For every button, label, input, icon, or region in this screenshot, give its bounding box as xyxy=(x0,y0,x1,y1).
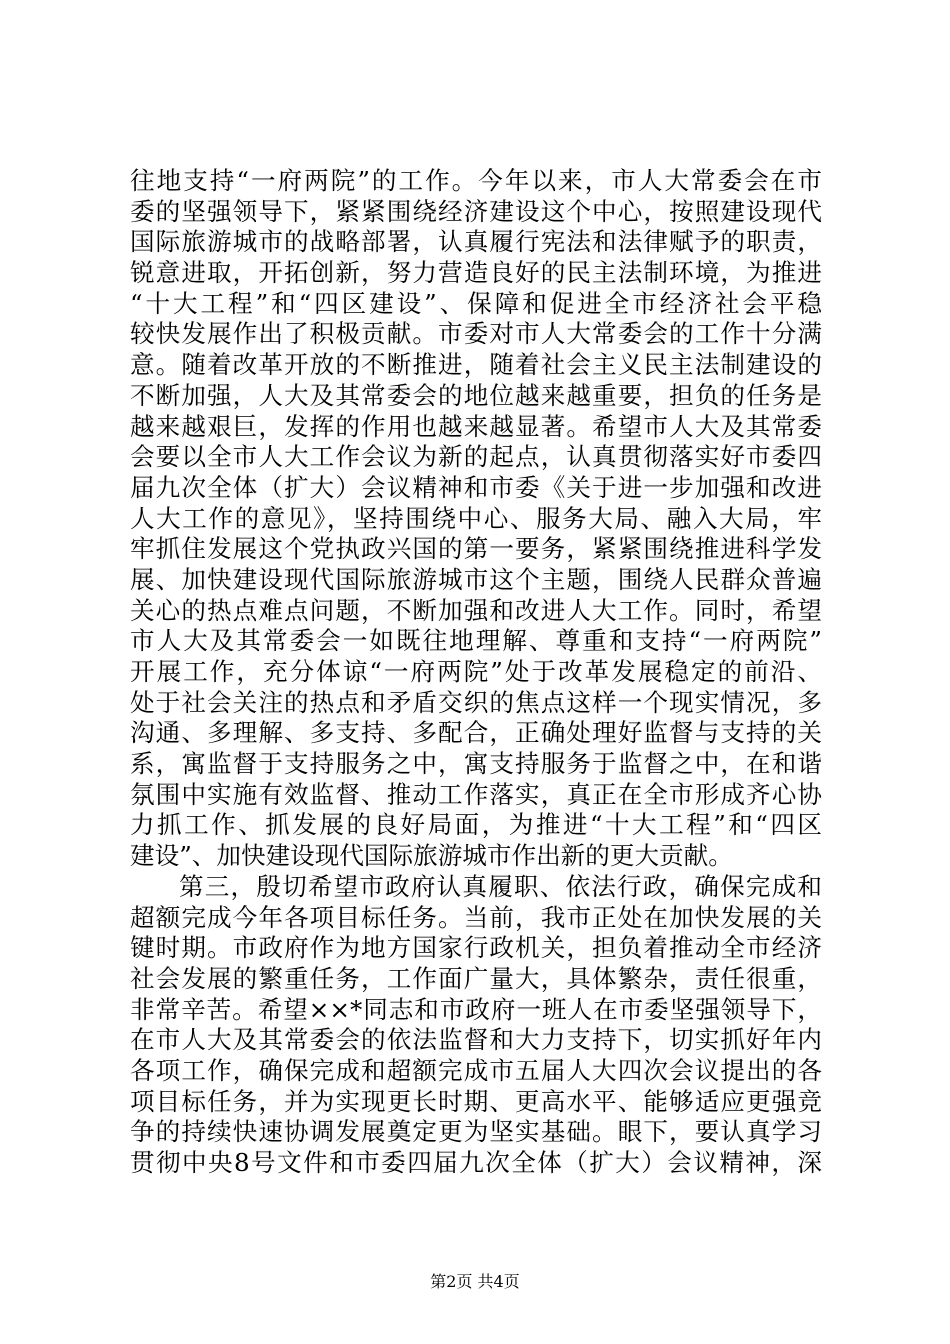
text-line: 往地支持“一府两院”的工作。今年以来，市人大常委会在市 xyxy=(130,166,822,195)
text-line: 力抓工作、抓发展的良好局面，为推进“十大工程”和“四区 xyxy=(130,810,822,840)
text-line: 贯彻中央8号文件和市委四届九次全体（扩大）会议精神，深 xyxy=(130,1148,822,1177)
text-line: 国际旅游城市的战略部署，认真履行宪法和法律赋予的职责， xyxy=(130,227,822,257)
text-line: 项目标任务，并为实现更长时期、更高水平、能够适应更强竞 xyxy=(130,1086,822,1116)
page-number-footer: 第2页 共4页 xyxy=(430,1272,520,1291)
text-line: 第三，殷切希望市政府认真履职、依法行政，确保完成和 xyxy=(179,871,822,901)
text-line: 越来越艰巨，发挥的作用也越来越显著。希望市人大及其常委 xyxy=(130,411,822,441)
text-line: 建设”、加快建设现代国际旅游城市作出新的更大贡献。 xyxy=(130,841,733,871)
text-line: 牢抓住发展这个党执政兴国的第一要务，紧紧围绕推进科学发 xyxy=(130,534,822,564)
text-line: 人大工作的意见》，坚持围绕中心、服务大局、融入大局，牢 xyxy=(130,503,822,533)
text-line: 较快发展作出了积极贡献。市委对市人大常委会的工作十分满 xyxy=(130,319,822,349)
text-line: 开展工作，充分体谅“一府两院”处于改革发展稳定的前沿、 xyxy=(130,657,822,686)
text-line: 超额完成今年各项目标任务。当前，我市正处在加快发展的关 xyxy=(130,902,822,932)
text-line: 社会发展的繁重任务，工作面广量大，具体繁杂，责任很重， xyxy=(130,963,822,993)
text-line: 锐意进取，开拓创新，努力营造良好的民主法制环境，为推进 xyxy=(130,258,822,288)
text-line: 氛围中实施有效监督、推动工作落实，真正在全市形成齐心协 xyxy=(130,779,822,809)
text-line: 处于社会关注的热点和矛盾交织的焦点这样一个现实情况，多 xyxy=(130,687,822,717)
text-line: 系，寓监督于支持服务之中，寓支持服务于监督之中，在和谐 xyxy=(130,749,822,779)
text-line: 不断加强，人大及其常委会的地位越来越重要，担负的任务是 xyxy=(130,380,822,410)
text-line: 展、加快建设现代国际旅游城市这个主题，围绕人民群众普遍 xyxy=(130,564,822,594)
text-line: 关心的热点难点问题，不断加强和改进人大工作。同时，希望 xyxy=(130,595,822,625)
text-line: 键时期。市政府作为地方国家行政机关，担负着推动全市经济 xyxy=(130,933,822,963)
text-line: 意。随着改革开放的不断推进，随着社会主义民主法制建设的 xyxy=(130,350,822,380)
text-line: 各项工作，确保完成和超额完成市五届人大四次会议提出的各 xyxy=(130,1055,822,1085)
text-line: 在市人大及其常委会的依法监督和大力支持下，切实抓好年内 xyxy=(130,1025,822,1055)
text-line: 非常辛苦。希望××*同志和市政府一班人在市委坚强领导下， xyxy=(130,994,822,1024)
text-line: 沟通、多理解、多支持、多配合，正确处理好监督与支持的关 xyxy=(130,718,822,748)
text-line: 争的持续快速协调发展奠定更为坚实基础。眼下，要认真学习 xyxy=(130,1117,822,1147)
text-line: 委的坚强领导下，紧紧围绕经济建设这个中心，按照建设现代 xyxy=(130,196,822,226)
text-line: 届九次全体（扩大）会议精神和市委《关于进一步加强和改进 xyxy=(130,472,822,502)
body-text xyxy=(130,166,822,1179)
text-line: “十大工程”和“四区建设”、保障和促进全市经济社会平稳 xyxy=(130,288,822,318)
text-line: 会要以全市人大工作会议为新的起点，认真贯彻落实好市委四 xyxy=(130,442,822,472)
text-line: 市人大及其常委会一如既往地理解、尊重和支持“一府两院” xyxy=(130,626,822,656)
